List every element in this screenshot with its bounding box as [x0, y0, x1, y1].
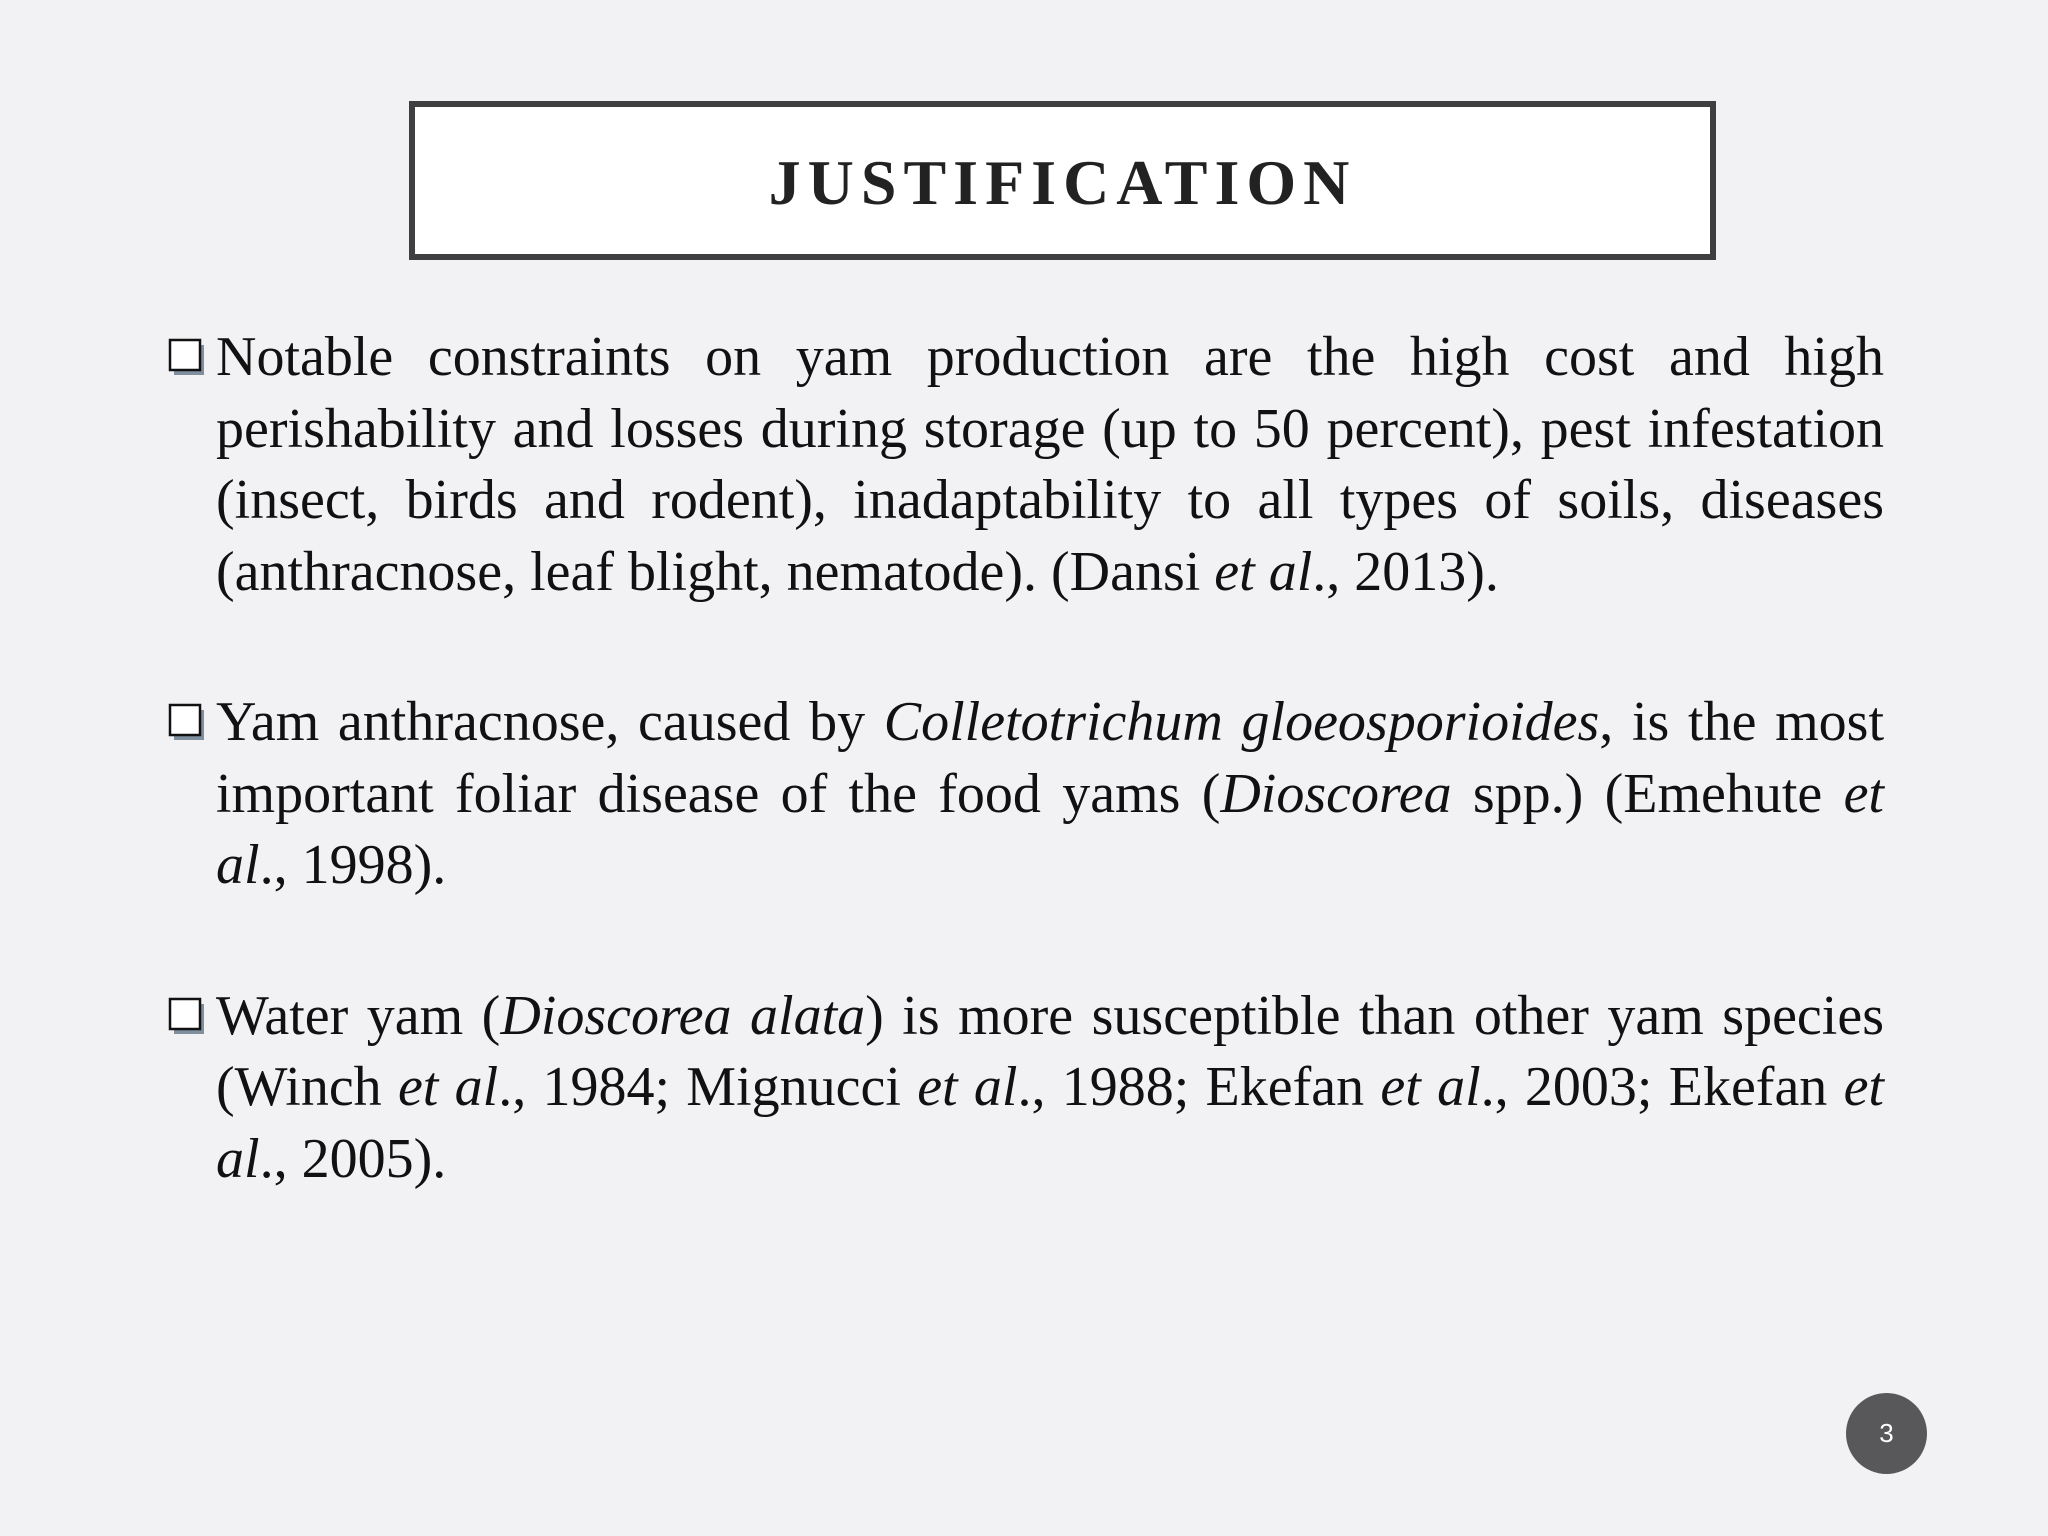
bullet-text-italic: et al [1380, 1056, 1481, 1118]
bullet-text-segment: spp.) (Emehute [1451, 762, 1844, 825]
bullet-text [216, 691, 1884, 896]
hollow-square-bullet-icon [168, 337, 208, 377]
bullet-text-segment: Notable constraints on yam production are the high cost and high perishability and losses during storage (up to 50 percent), pest infestation (insect, birds and rodent), inadaptability to all types of soils, diseases (anthracnose, leaf blight, nematode). (Dansi [216, 326, 1884, 603]
bullet-item [168, 981, 1884, 1196]
bullet-text [216, 985, 1884, 1190]
page-number: 3 [1879, 1418, 1894, 1448]
page-number-badge [1846, 1393, 1927, 1474]
bullet-text-italic: et al [216, 762, 1884, 896]
bullet-item [168, 322, 1884, 608]
bullet-text-italic: Dioscorea [1220, 762, 1452, 825]
bullet-text-segment: , is the most important foliar disease of the food yams ( [216, 691, 1885, 825]
bullet-text-segment: ) is more susceptible than other yam species (Winch [216, 984, 1884, 1118]
bullet-text-segment: ., 1984; Mignucci [498, 1056, 918, 1118]
bullet-text-segment: ., 2013). [1312, 540, 1499, 603]
bullet-text-segment: ., 2005). [259, 1127, 447, 1190]
title-box [409, 101, 1716, 260]
bullet-text-segment: ., 2003; Ekefan [1480, 1056, 1844, 1118]
slide-title: JUSTIFICATION [768, 146, 1357, 218]
bullet-text-italic: et al [397, 1056, 499, 1118]
bullet-text-italic: Colletotrichum gloeosporioides [883, 691, 1600, 753]
bullet-text-segment: Water yam ( [216, 984, 501, 1047]
bullet-text-italic: et al [917, 1056, 1018, 1118]
bullet-item [168, 687, 1884, 902]
hollow-square-bullet-icon [168, 702, 208, 742]
bullet-text-segment: ., 1988; Ekefan [1017, 1056, 1381, 1118]
bullet-text-segment: Yam anthracnose, caused by [216, 691, 884, 753]
bullet-text-italic: Dioscorea alata [500, 984, 866, 1047]
bullet-text-segment: ., 1998). [259, 834, 447, 896]
bullet-text-italic: et al [1214, 540, 1313, 603]
hollow-square-bullet-icon [168, 996, 208, 1036]
bullet-text [216, 326, 1884, 603]
bullet-list [168, 322, 1884, 1274]
bullet-text-italic: et al [216, 1056, 1884, 1190]
